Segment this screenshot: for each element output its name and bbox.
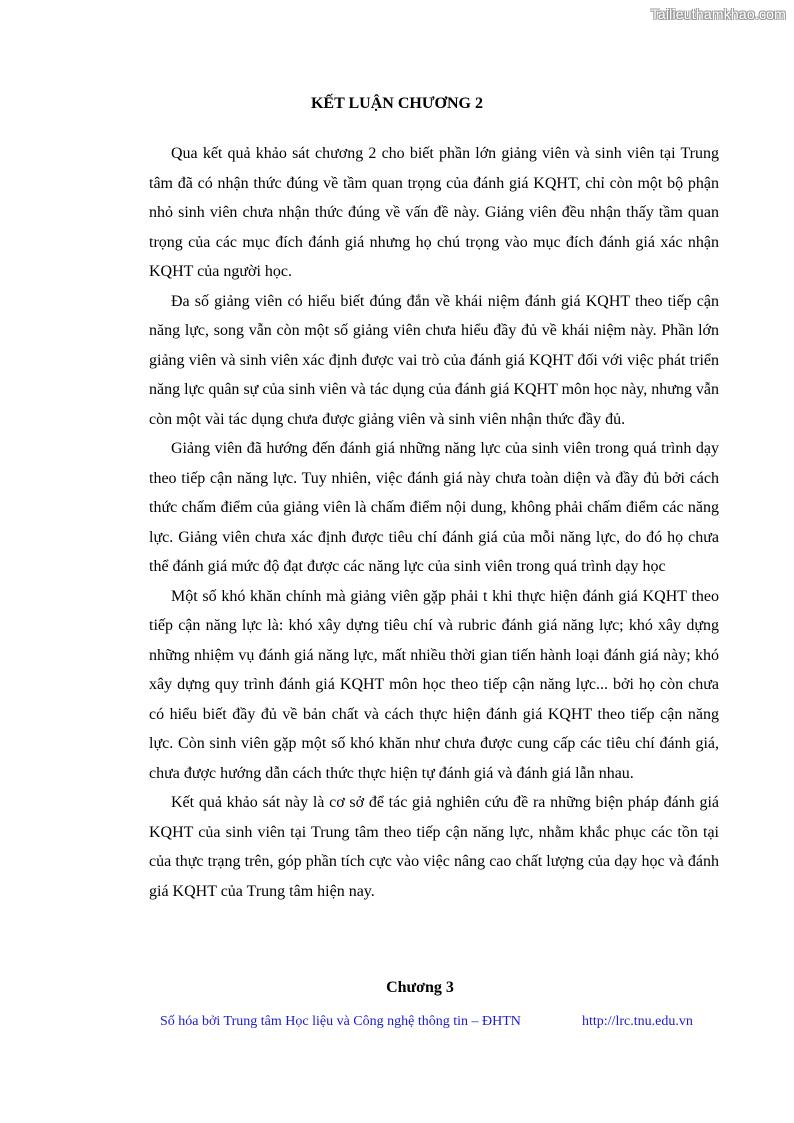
next-chapter-heading: Chương 3 (386, 979, 454, 996)
paragraph-2: Đa số giảng viên có hiểu biết đúng đắn về khái niệm đánh giá KQHT theo tiếp cận năng lực, song vẫn còn một số giảng viên chưa hiểu đầy đủ về khái niệm này. Phần lớn giảng viên và sinh viên xác định được vai trò của đánh giá KQHT đối với việc phát triển năng lực quân sự của sinh viên và tác dụng của đánh giá KQHT môn học này, nhưng vẫn còn một vài tác dụng chưa được giảng viên và sinh viên nhận thức đầy đủ. (149, 292, 719, 428)
paragraph-3: Giảng viên đã hướng đến đánh giá những năng lực của sinh viên trong quá trình dạy theo tiếp cận năng lực. Tuy nhiên, việc đánh giá này chưa toàn diện và đầy đủ bởi cách thức chấm điểm của giảng viên là chấm điểm nội dung, không phải chấm điểm các năng lực. Giảng viên chưa xác định được tiêu chí đánh giá của mỗi năng lực, do đó họ chưa thể đánh giá mức độ đạt được các năng lực của sinh viên trong quá trình dạy học (149, 440, 719, 575)
document-body (149, 139, 719, 906)
watermark-text: Tailieuthamkhao.com (650, 6, 786, 22)
paragraph-1: Qua kết quả khảo sát chương 2 cho biết phần lớn giảng viên và sinh viên tại Trung tâm đã có nhận thức đúng về tầm quan trọng của đánh giá KQHT, chỉ còn một bộ phận nhỏ sinh viên chưa nhận thức đúng về vấn đề này. Giảng viên đều nhận thấy tầm quan trọng của các mục đích đánh giá nhưng họ chú trọng vào mục đích đánh giá xác nhận KQHT của người học. (149, 145, 719, 280)
footer-url-link[interactable]: http://lrc.tnu.edu.vn (582, 1014, 693, 1029)
footer-digitized-by: Số hóa bởi Trung tâm Học liệu và Công nghệ thông tin – ĐHTN (160, 1014, 521, 1029)
paragraph-5: Kết quả khảo sát này là cơ sở để tác giả nghiên cứu đề ra những biện pháp đánh giá KQHT của sinh viên tại Trung tâm theo tiếp cận năng lực, nhằm khắc phục các tồn tại của thực trạng trên, góp phần tích cực vào việc nâng cao chất lượng của dạy học và đánh giá KQHT của Trung tâm hiện nay. (149, 794, 719, 900)
page-title: KẾT LUẬN CHƯƠNG 2 (310, 95, 483, 112)
paragraph-4: Một số khó khăn chính mà giảng viên gặp phải t khi thực hiện đánh giá KQHT theo tiếp cận năng lực là: khó xây dựng tiêu chí và rubric đánh giá năng lực; khó xây dựng những nhiệm vụ đánh giá năng lực, mất nhiều thời gian tiến hành loại đánh giá này; khó xây dựng quy trình đánh giá KQHT môn học theo tiếp cận năng lực... bởi họ còn chưa có hiểu biết đầy đủ về bản chất và cách thực hiện đánh giá KQHT theo tiếp cận năng lực. Còn sinh viên gặp một số khó khăn như chưa được cung cấp các tiêu chí đánh giá, chưa được hướng dẫn cách thức thực hiện tự đánh giá và đánh giá lẫn nhau. (149, 587, 719, 782)
